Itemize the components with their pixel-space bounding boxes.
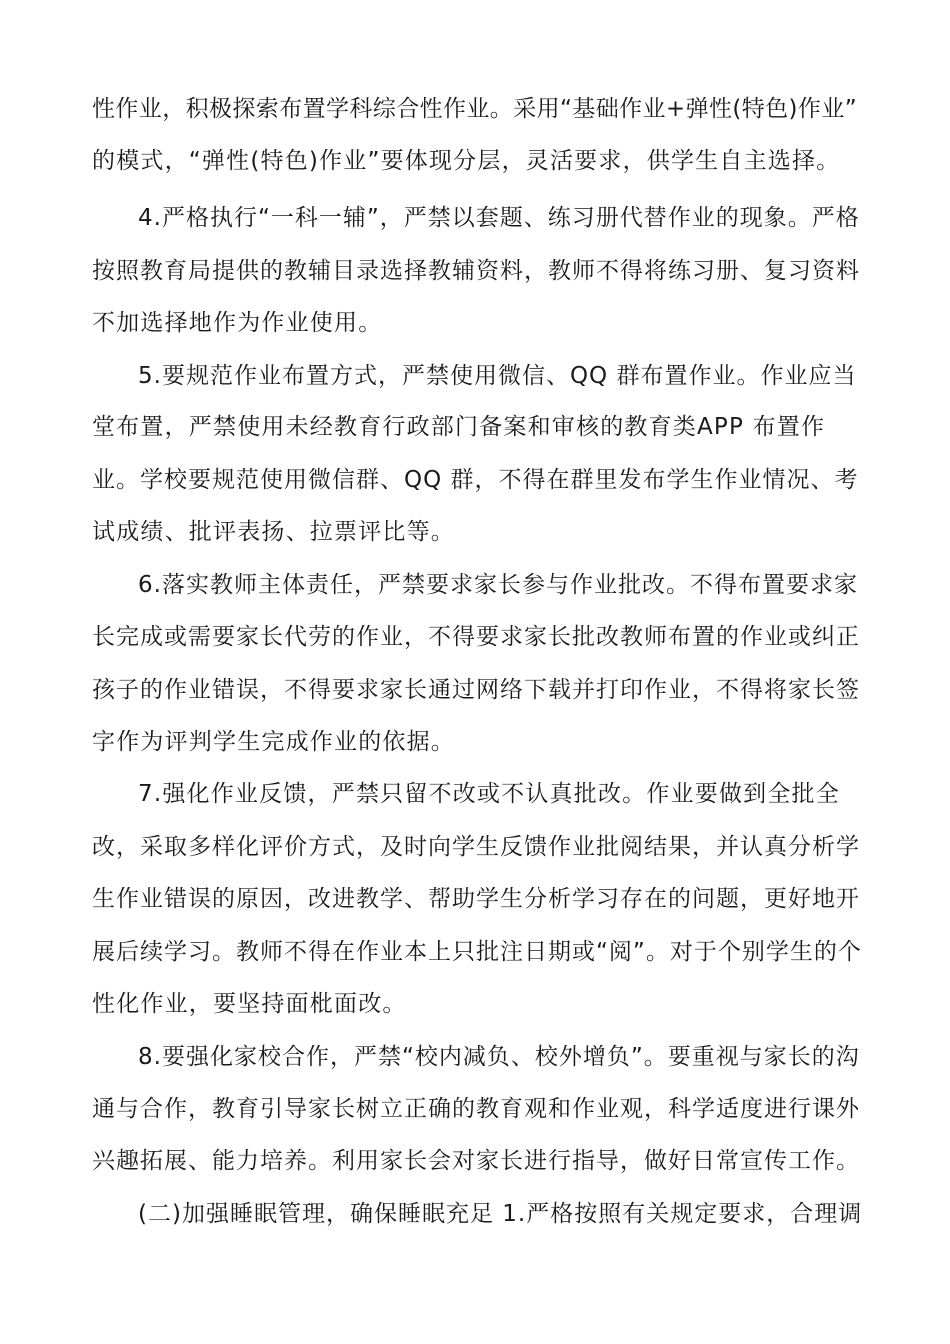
- text-line: 通与合作，教育引导家长树立正确的教育观和作业观，科学适度进行课外: [92, 1096, 860, 1122]
- text-line: 孩子的作业错误，不得要求家长通过网络下载并打印作业，不得将家长签: [92, 677, 860, 703]
- text-line: 不加选择地作为作业使用。: [92, 310, 383, 336]
- text-line: 性作业，积极探索布置学科综合性作业。采用“基础作业+弹性(特色)作业”: [92, 96, 858, 122]
- text-line: 试成绩、批评表扬、拉票评比等。: [92, 519, 455, 545]
- text-line: 4.严格执行“一科一辅”，严禁以套题、练习册代替作业的现象。严格: [138, 205, 860, 231]
- text-line: 兴趣拓展、能力培养。利用家长会对家长进行指导，做好日常宣传工作。: [92, 1148, 860, 1174]
- text-line: 6.落实教师主体责任，严禁要求家长参与作业批改。不得布置要求家: [138, 572, 858, 598]
- text-line: 业。学校要规范使用微信群、QQ 群，不得在群里发布学生作业情况、考: [92, 467, 859, 493]
- text-line: 的模式，“弹性(特色)作业”要体现分层，灵活要求，供学生自主选择。: [92, 148, 841, 174]
- text-line: 改，采取多样化评价方式，及时向学生反馈作业批阅结果，并认真分析学: [92, 834, 860, 860]
- text-line: 字作为评判学生完成作业的依据。: [92, 729, 455, 755]
- text-line: 展后续学习。教师不得在作业本上只批注日期或“阅”。对于个别学生的个: [92, 939, 862, 965]
- text-line: (二)加强睡眠管理，确保睡眠充足 1.严格按照有关规定要求，合理调: [138, 1201, 863, 1227]
- text-line: 5.要规范作业布置方式，严禁使用微信、QQ 群布置作业。作业应当: [138, 363, 857, 389]
- text-line: 堂布置，严禁使用未经教育行政部门备案和审核的教育类APP 布置作: [92, 414, 826, 440]
- text-line: 8.要强化家校合作，严禁“校内减负、校外增负”。要重视与家长的沟: [138, 1044, 860, 1070]
- text-line: 长完成或需要家长代劳的作业，不得要求家长批改教师布置的作业或纠正: [92, 624, 860, 650]
- text-line: 生作业错误的原因，改进教学、帮助学生分析学习存在的问题，更好地开: [92, 886, 860, 912]
- text-line: 按照教育局提供的教辅目录选择教辅资料，教师不得将练习册、复习资料: [92, 258, 860, 284]
- text-line: 性化作业，要坚持面枇面改。: [92, 991, 407, 1017]
- text-line: 7.强化作业反馈，严禁只留不改或不认真批改。作业要做到全批全: [138, 781, 840, 807]
